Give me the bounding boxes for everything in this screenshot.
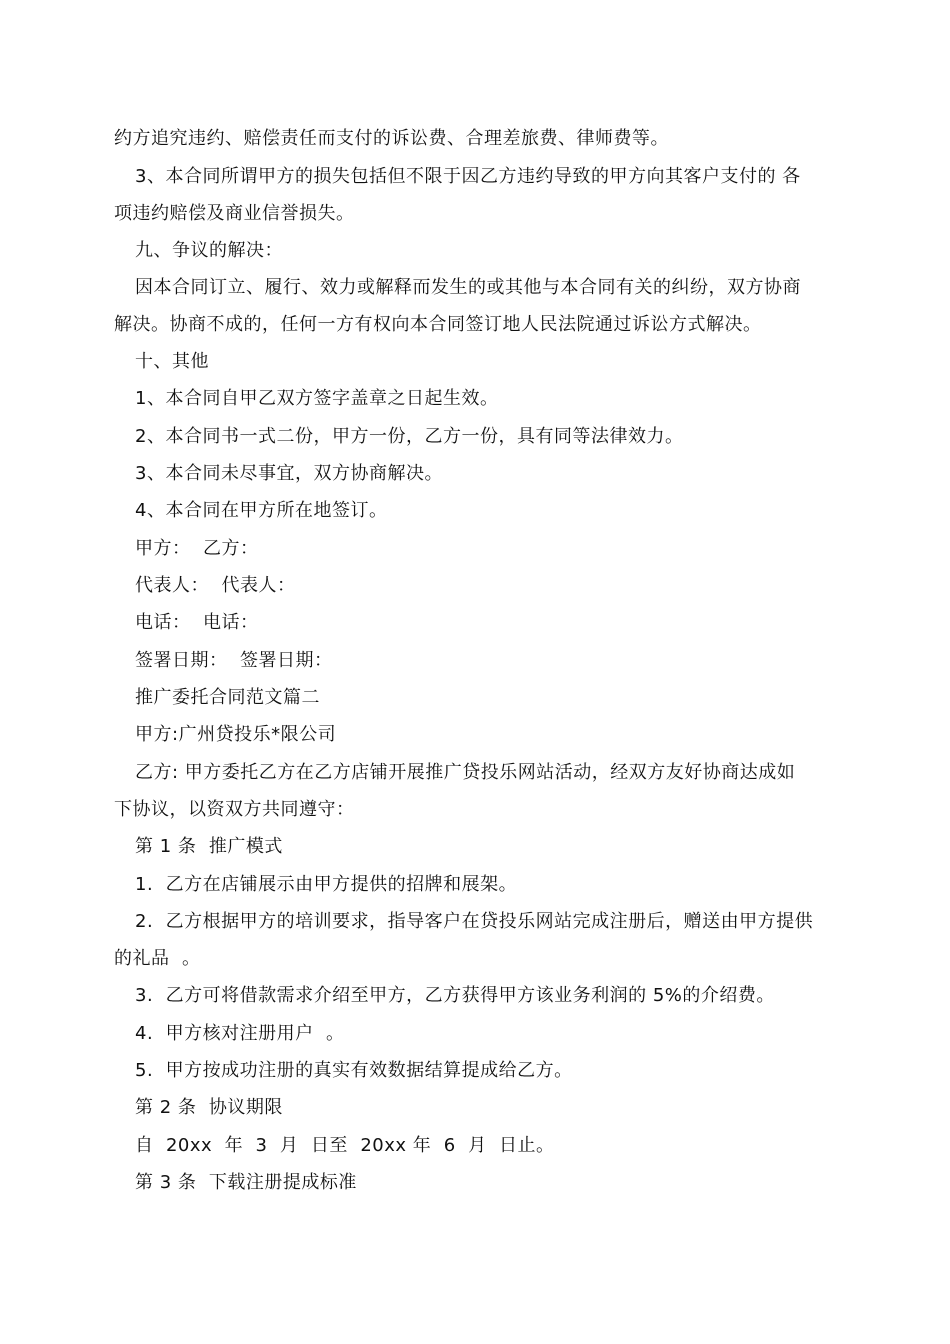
list-item-3: 3. 乙方可将借款需求介绍至甲方，乙方获得甲方该业务利润的 5%的介绍费。	[135, 985, 775, 1006]
text-line-2: 3、本合同所谓甲方的损失包括但不限于因乙方违约导致的甲方向其客户支付的 各	[135, 166, 801, 187]
text-line-8: 1、本合同自甲乙双方签字盖章之日起生效。	[135, 388, 499, 409]
article-1-heading: 第 1 条 推广模式	[135, 836, 283, 857]
signature-representative-line: 代表人： 代表人：	[135, 575, 296, 596]
signature-date-line: 签署日期： 签署日期：	[135, 650, 333, 671]
signature-phone-line: 电话： 电话：	[135, 612, 259, 633]
list-item-4: 4. 甲方核对注册用户 。	[135, 1023, 345, 1044]
list-item-5: 5. 甲方按成功注册的真实有效数据结算提成给乙方。	[135, 1060, 573, 1081]
term-period-line: 自 20xx 年 3 月 日至 20xx 年 6 月 日止。	[135, 1135, 555, 1156]
text-line-1: 约方追究违约、赔偿责任而支付的诉讼费、合理差旅费、律师费等。	[114, 128, 669, 149]
section-heading-9: 九、争议的解决：	[135, 240, 283, 261]
text-line-3: 项违约赔偿及商业信誉损失。	[114, 203, 355, 224]
section-heading-10: 十、其他	[135, 351, 209, 372]
party-a-line: 甲方:广州贷投乐*限公司	[135, 724, 337, 745]
party-b-line: 乙方: 甲方委托乙方在乙方店铺开展推广贷投乐网站活动，经双方友好协商达成如	[135, 762, 796, 783]
text-line-6: 解决。协商不成的，任何一方有权向本合同签订地人民法院通过诉讼方式解决。	[114, 314, 762, 335]
text-line-11: 4、本合同在甲方所在地签订。	[135, 500, 388, 521]
text-line-19: 下协议，以资双方共同遵守：	[114, 799, 355, 820]
document-subtitle: 推广委托合同范文篇二	[135, 687, 320, 708]
text-line-10: 3、本合同未尽事宜，双方协商解决。	[135, 463, 443, 484]
signature-party-line: 甲方： 乙方：	[135, 538, 259, 559]
article-2-heading: 第 2 条 协议期限	[135, 1097, 283, 1118]
list-item-2-continued: 的礼品 。	[114, 948, 201, 969]
article-3-heading: 第 3 条 下载注册提成标准	[135, 1172, 357, 1193]
text-line-9: 2、本合同书一式二份，甲方一份，乙方一份，具有同等法律效力。	[135, 426, 684, 447]
text-line-5: 因本合同订立、履行、效力或解释而发生的或其他与本合同有关的纠纷，双方协商	[135, 277, 801, 298]
list-item-2: 2. 乙方根据甲方的培训要求，指导客户在贷投乐网站完成注册后，赠送由甲方提供	[135, 911, 814, 932]
list-item-1: 1. 乙方在店铺展示由甲方提供的招牌和展架。	[135, 874, 518, 895]
